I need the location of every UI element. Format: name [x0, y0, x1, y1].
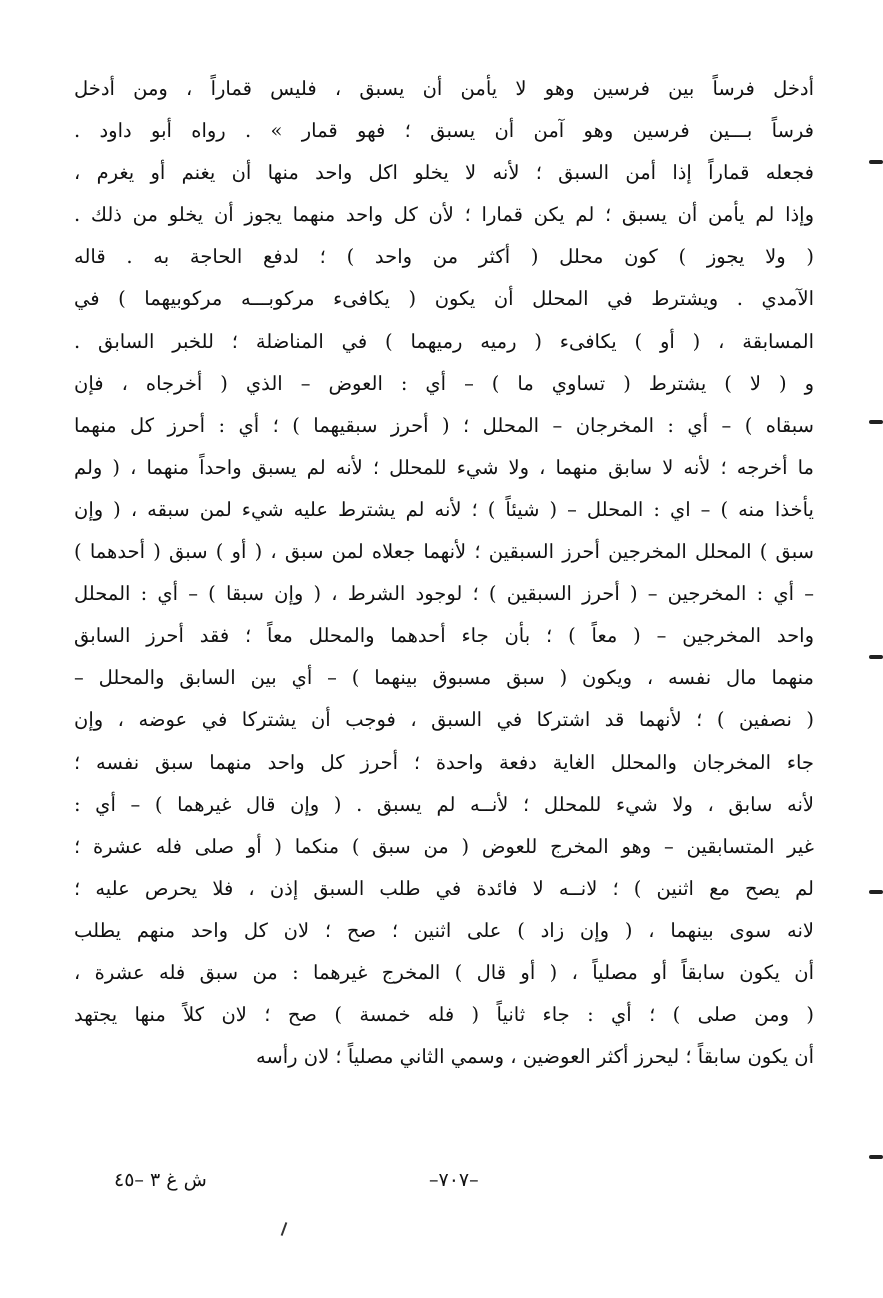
text-line: يأخذا منه ) – اي : المحلل – ( شيئاً ) ؛ لأنه لم يشترط عليه شيء لمن سبقه ، ( وإن: [74, 497, 814, 521]
margin-mark: [869, 420, 883, 424]
text-line: جاء المخرجان والمحلل الغاية دفعة واحدة ؛ أحرز كل واحد منهما سبق نفسه ؛: [74, 750, 814, 774]
text-line: أن يكون سابقاً أو مصلياً ، ( أو قال ) المخرج غيرهما : من سبق فله عشرة ،: [74, 960, 814, 984]
margin-mark: [869, 160, 883, 164]
body-text: [74, 68, 814, 1078]
text-line: لم يصح مع اثنين ) ؛ لانــه لا فائدة في طلب السبق إذن ، فلا يحرص عليه ؛: [74, 876, 814, 900]
text-line: فجعله قماراً إذا أمن السبق ؛ لأنه لا يخلو اكل واحد منها أن يغنم أو يغرم ،: [74, 161, 814, 185]
signature-mark: ش غ ٣ –٤٥: [114, 1169, 207, 1191]
text-line: منهما مال نفسه ، ويكون ( سبق مسبوق بينهما ) – أي بين السابق والمحلل –: [74, 666, 814, 690]
text-line: فرساً بـــين فرسين وهو آمن أن يسبق ؛ فهو قمار » . رواه أبو داود .: [74, 119, 814, 143]
text-line: ( ولا يجوز ) كون محلل ( أكثر من واحد ) ؛ لدفع الحاجة به . قاله: [74, 245, 814, 269]
text-line: – أي : المخرجين – ( أحرز السبقين ) ؛ لوجود الشرط ، ( وإن سبقا ) – أي : المحلل: [74, 582, 814, 606]
text-line: واحد المخرجين – ( معاً ) ؛ بأن جاء أحدهما والمحلل معاً ؛ فقد أحرز السابق: [74, 624, 814, 648]
text-line: أدخل فرساً بين فرسين وهو لا يأمن أن يسبق ، فليس قماراً ، ومن أدخل: [74, 77, 814, 100]
text-line: ما أخرجه ؛ لأنه لا سابق منهما ، ولا شيء للمحلل ؛ لأنه لم يسبق واحداً منهما ، ( ولم: [74, 455, 814, 479]
text-line: المسابقة ، ( أو ) يكافىء ( رميه رميهما ) في المناضلة ؛ للخبر السابق .: [74, 329, 814, 353]
text-line: سبق ) المحلل المخرجين أحرز السبقين ؛ لأنهما جعلاه لمن سبق ، ( أو ) سبق ( أحدهما ): [74, 540, 814, 564]
margin-mark: [869, 890, 883, 894]
text-line: غير المتسابقين – وهو المخرج للعوض ( من سبق ) منكما ( أو صلى فله عشرة ؛: [74, 834, 814, 858]
text-line: ( ومن صلى ) ؛ أي : جاء ثانياً ( فله خمسة ) صح ؛ لان كلاً منها يجتهد: [74, 1003, 814, 1027]
text-line: لانه سوى بينهما ، ( وإن زاد ) على اثنين ؛ صح ؛ لان كل واحد منهم يطلب: [74, 918, 814, 942]
text-line: وإذا لم يأمن أن يسبق ؛ لم يكن قمارا ؛ لأن كل واحد منهما يجوز أن يخلو من ذلك .: [74, 203, 814, 227]
text-line: لأنه سابق ، ولا شيء للمحلل ؛ لأنــه لم يسبق . ( وإن قال غيرهما ) – أي :: [74, 792, 814, 816]
page-number: –٧٠٧–: [429, 1169, 479, 1191]
ink-tick: [281, 1222, 288, 1236]
text-line: سبقاه ) – أي : المخرجان – المحلل ؛ ( أحرز سبقيهما ) ؛ أي : أحرز كل منهما: [74, 413, 814, 437]
margin-mark: [869, 1155, 883, 1159]
text-line: ( نصفين ) ؛ لأنهما قد اشتركا في السبق ، فوجب أن يشتركا في عوضه ، وإن: [74, 708, 814, 732]
text-line: الآمدي . ويشترط في المحلل أن يكون ( يكافىء مركوبـــه مركوبيهما ) في: [74, 287, 814, 311]
page-footer: [74, 1162, 814, 1198]
text-line: أن يكون سابقاً ؛ ليحرز أكثر العوضين ، وسمي الثاني مصلياً ؛ لان رأسه: [255, 1045, 814, 1069]
margin-mark: [869, 655, 883, 659]
text-line: و ( لا ) يشترط ( تساوي ما ) – أي : العوض – الذي ( أخرجاه ، فإن: [74, 371, 814, 395]
